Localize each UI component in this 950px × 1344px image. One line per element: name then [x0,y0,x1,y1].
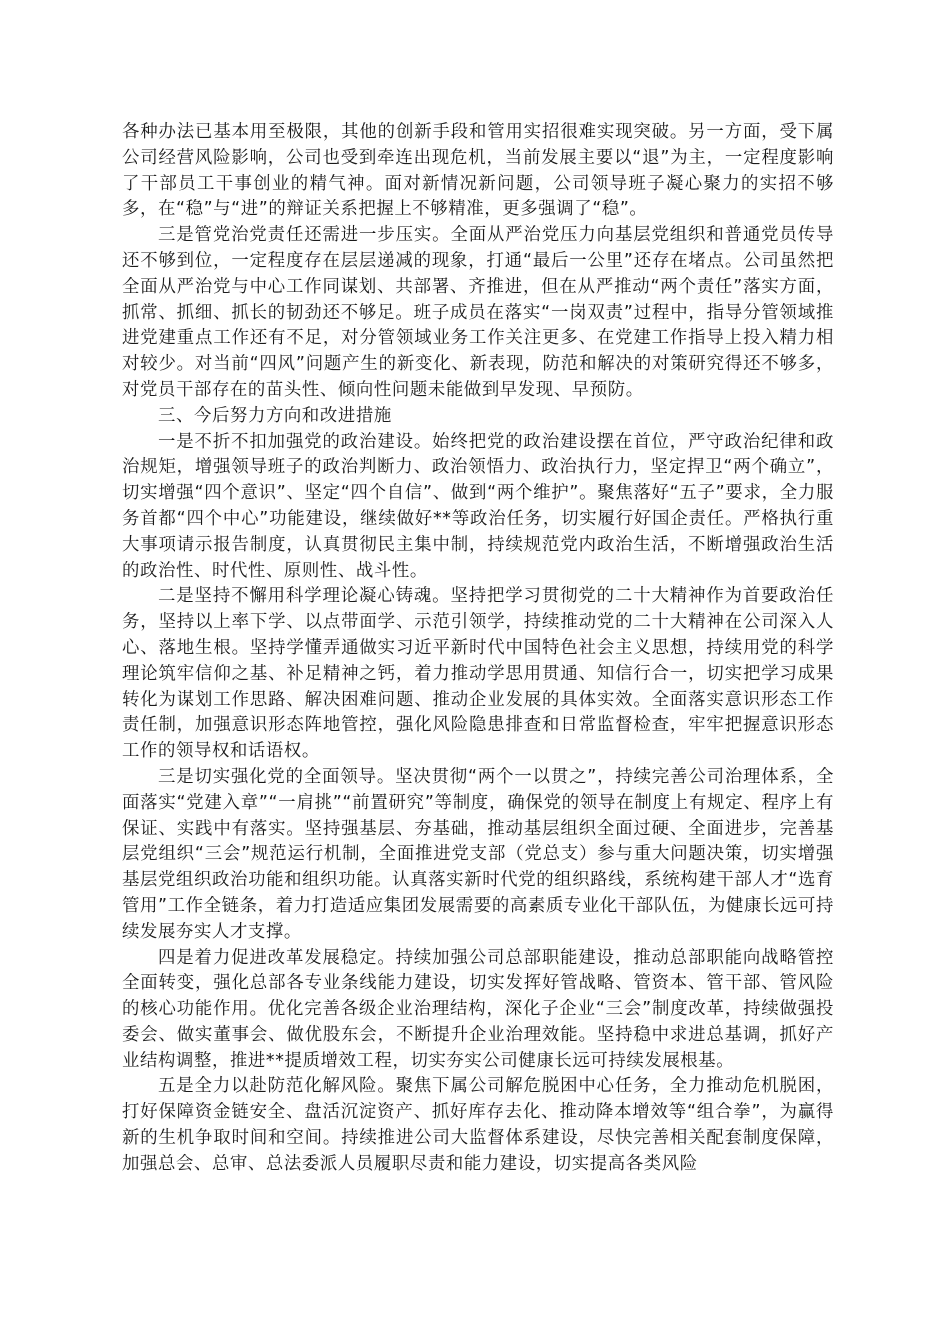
paragraph-scientific-theory: 二是坚持不懈用科学理论凝心铸魂。坚持把学习贯彻党的二十大精神作为首要政治任务，坚持以上率下学、以点带面学、示范引领学，持续推动党的二十大精神在公司深入人心、落地生根。坚持学懂弄通做实习近平新时代中国特色社会主义思想，持续用党的科学理论筑牢信仰之基、补足精神之钙，着力推动学思用贯通、知信行合一，切实把学习成果转化为谋划工作思路、解决困难问题、推动企业发展的具体实效。全面落实意识形态工作责任制，加强意识形态阵地管控，强化风险隐患排查和日常监督检查，牢牢把握意识形态工作的领导权和话语权。 [122,586,834,762]
paragraph-continuation: 各种办法已基本用至极限，其他的创新手段和管用实招很难实现突破。另一方面，受下属公司经营风险影响，公司也受到牵连出现危机，当前发展主要以“退”为主，一定程度影响了干部员工干事创业的精气神。面对新情况新问题，公司领导班子凝心聚力的实招不够多，在“稳”与“进”的辩证关系把握上不够精准，更多强调了“稳”。 [122,122,834,220]
paragraph-risk-prevention: 五是全力以赴防范化解风险。聚焦下属公司解危脱困中心任务，全力推动危机脱困，打好保障资金链安全、盘活沉淀资产、抓好库存去化、推动降本增效等“组合拳”，为赢得新的生机争取时间和空间。持续推进公司大监督体系建设，尽快完善相关配套制度保障，加强总会、总审、总法委派人员履职尽责和能力建设，切实提高各类风险 [122,1076,834,1174]
paragraph-party-responsibility: 三是管党治党责任还需进一步压实。全面从严治党压力向基层党组织和普通党员传导还不够到位，一定程度存在层层递减的现象，打通“最后一公里”还存在堵点。公司虽然把全面从严治党与中心工作同谋划、共部署、齐推进，但在从严推动“两个责任”落实方面，抓常、抓细、抓长的韧劲还不够足。班子成员在落实“一岗双责”过程中，指导分管领域推进党建重点工作还有不足，对分管领域业务工作关注更多、在党建工作指导上投入精力相对较少。对当前“四风”问题产生的新变化、新表现，防范和解决的对策研究得还不够多，对党员干部存在的苗头性、倾向性问题未能做到早发现、早预防。 [122,225,834,400]
section-heading-improvement-measures: 三、今后努力方向和改进措施 [158,405,392,426]
paragraph-reform-development: 四是着力促进改革发展稳定。持续加强公司总部职能建设，推动总部职能向战略管控全面转变，强化总部各专业条线能力建设，切实发挥好管战略、管资本、管干部、管风险的核心功能作用。优化完善各级企业治理结构，深化子企业“三会”制度改革，持续做强投委会、做实董事会、做优股东会，不断提升企业治理效能。坚持稳中求进总基调，抓好产业结构调整，推进**提质增效工程，切实夯实公司健康长远可持续发展根基。 [122,947,834,1071]
document-page [122,120,834,1178]
paragraph-political-construction: 一是不折不扣加强党的政治建设。始终把党的政治建设摆在首位，严守政治纪律和政治规矩，增强领导班子的政治判断力、政治领悟力、政治执行力，坚定捍卫“两个确立”，切实增强“四个意识”、坚定“四个自信”、做到“两个维护”。聚焦落好“五子”要求，全力服务首都“四个中心”功能建设，继续做好**等政治任务，切实履行好国企责任。严格执行重大事项请示报告制度，认真贯彻民主集中制，持续规范党内政治生活，不断增强政治生活的政治性、时代性、原则性、战斗性。 [122,431,834,581]
paragraph-party-leadership: 三是切实强化党的全面领导。坚决贯彻“两个一以贯之”，持续完善公司治理体系，全面落实“党建入章”“一肩挑”“前置研究”等制度，确保党的领导在制度上有规定、程序上有保证、实践中有落实。坚持强基层、夯基础，推动基层组织全面过硬、全面进步，完善基层党组织“三会”规范运行机制，全面推进党支部（党总支）参与重大问题决策，切实增强基层党组织政治功能和组织功能。认真落实新时代党的组织路线，系统构建干部人才“选育管用”工作全链条，着力打造适应集团发展需要的高素质专业化干部队伍，为健康长远可持续发展夯实人才支撑。 [122,766,834,942]
